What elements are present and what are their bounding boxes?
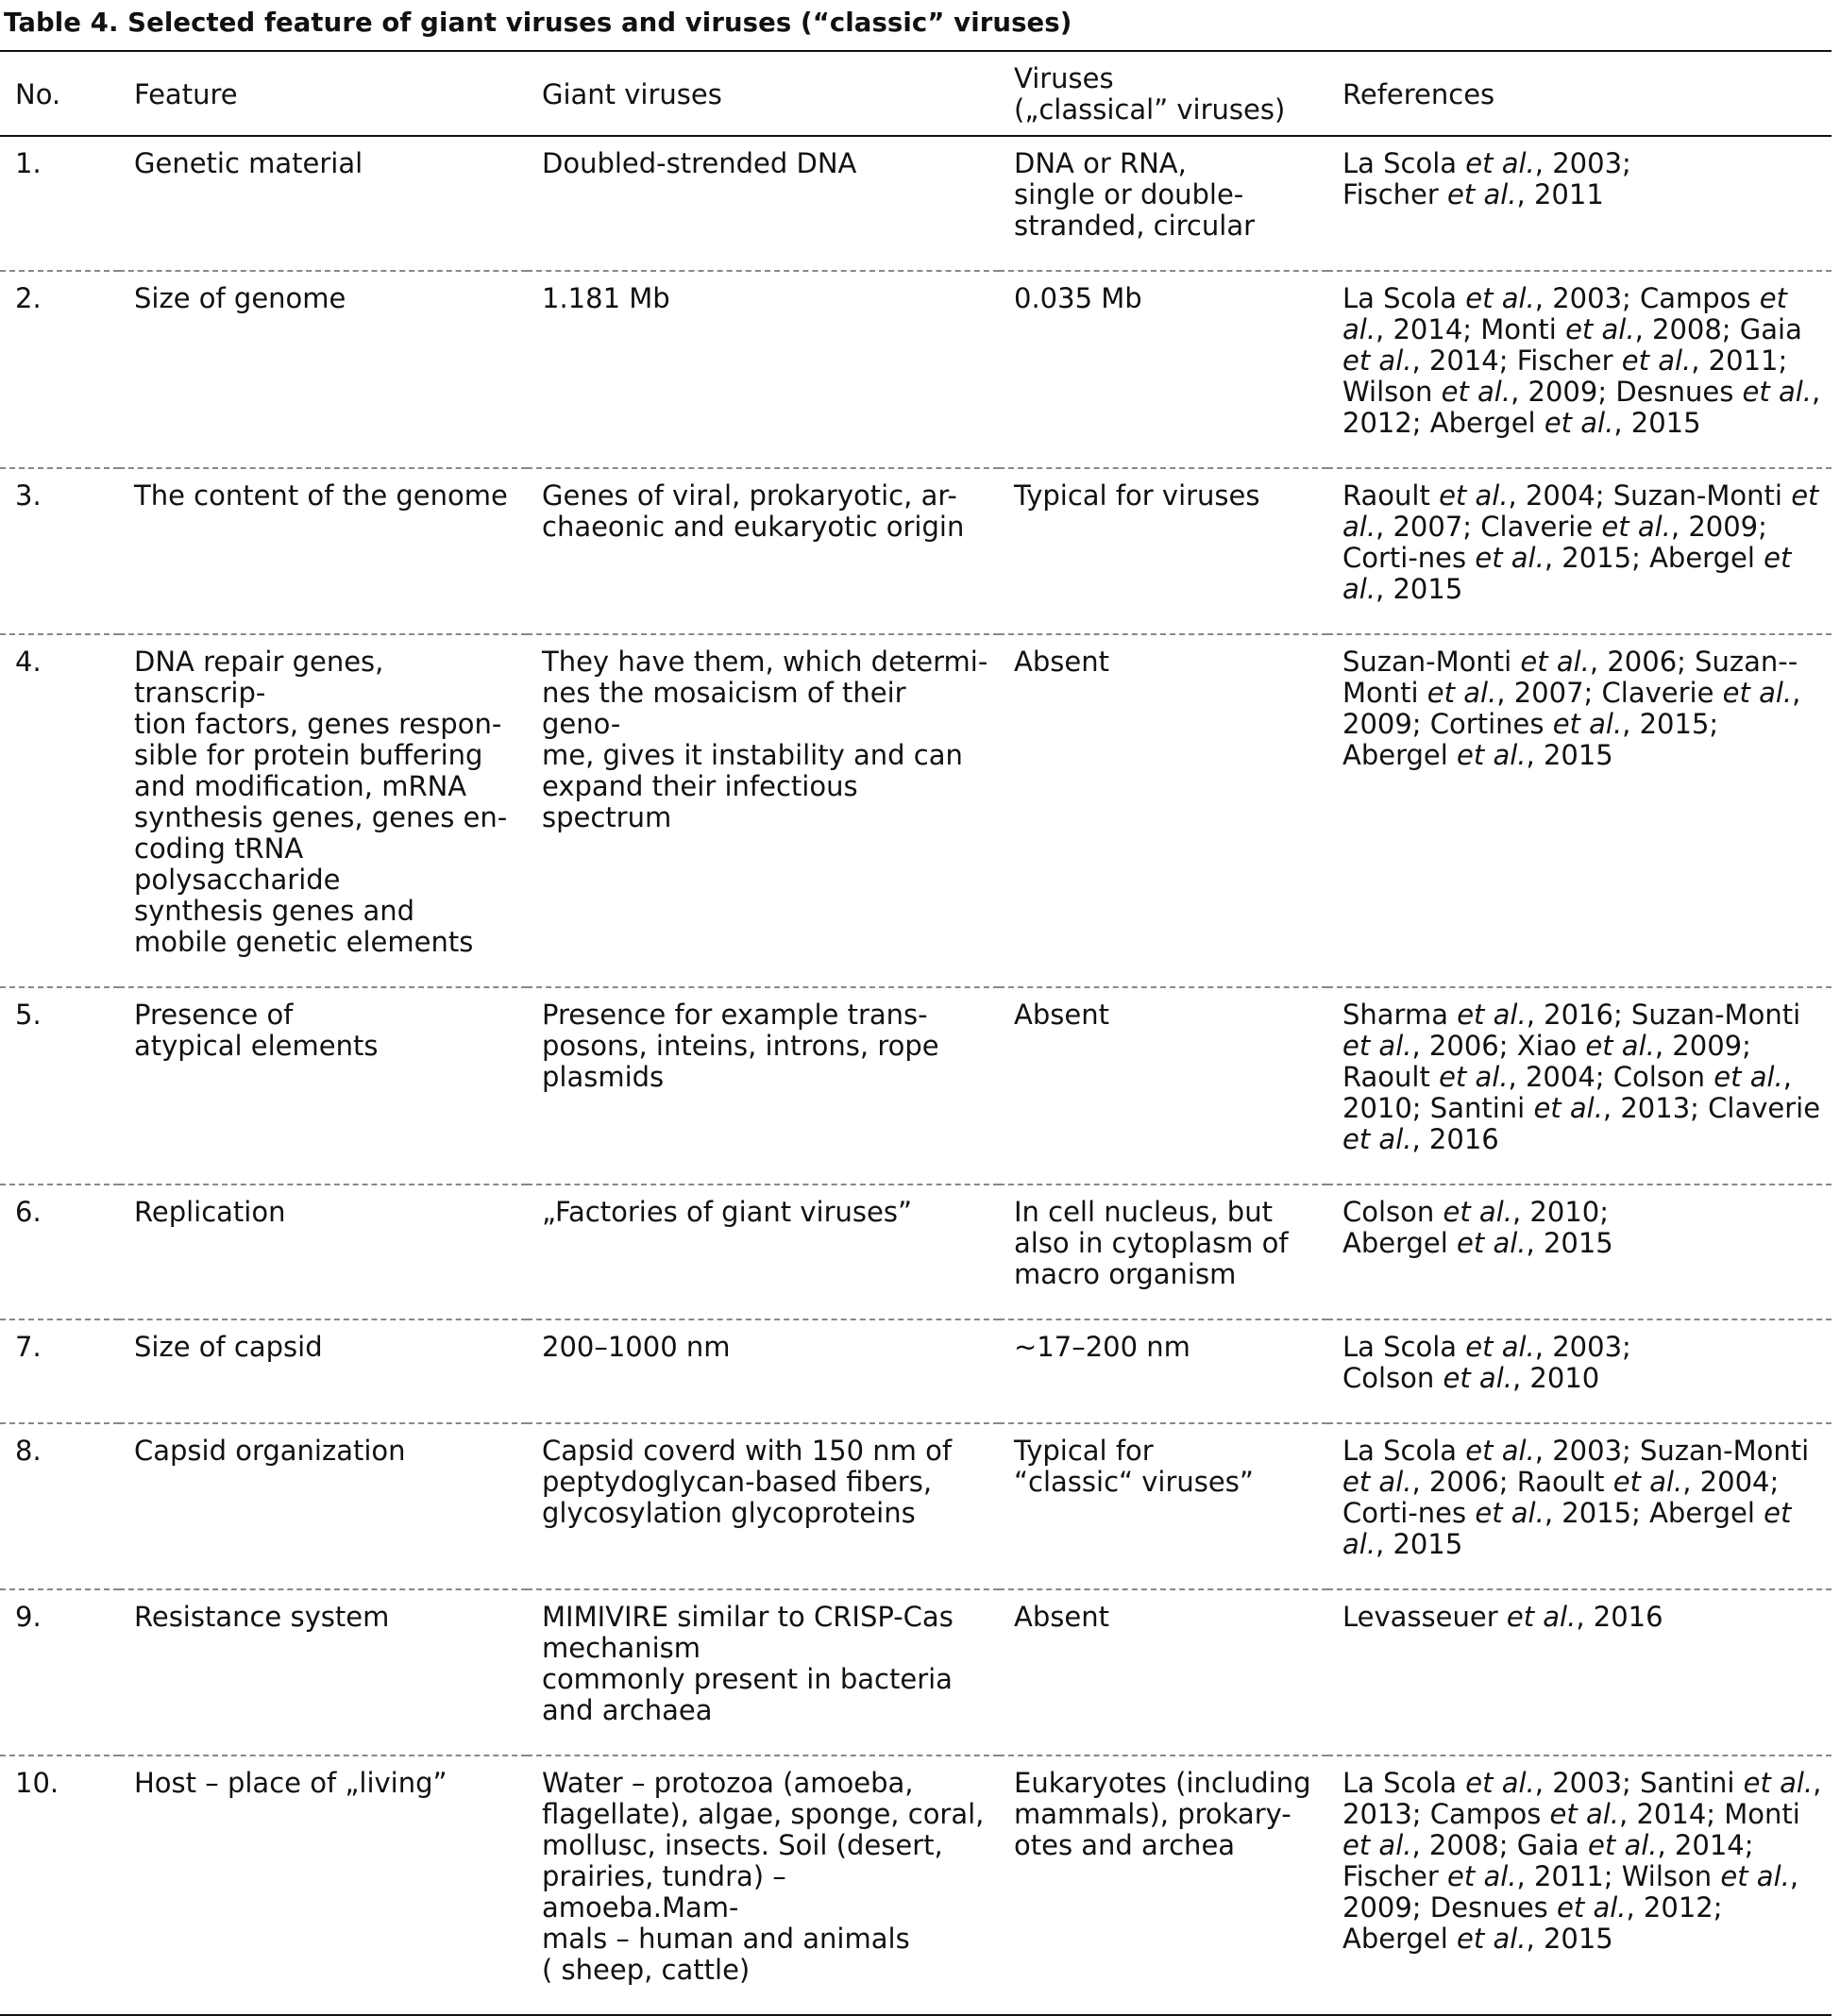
- table-row: [0, 1184, 1832, 1319]
- table-caption: Table 4. Selected feature of giant viruses and viruses (“classic” viruses): [4, 8, 1072, 38]
- header-row: [0, 51, 1832, 136]
- cell-references: Sharma et al., 2016; Suzan-Monti et al., 2006; Xiao et al., 2009; Raoult et al., 2004; Colson et al., 2010; Santini et al., 2013; Claverie et al., 2016: [1342, 999, 1821, 1155]
- cell-classic-viruses: Absent: [1014, 646, 1109, 678]
- table-row: [0, 1756, 1832, 2015]
- cell-giant-viruses: 200–1000 nm: [542, 1331, 731, 1363]
- cell-references: La Scola et al., 2003; Fischer et al., 2011: [1342, 147, 1631, 210]
- cell-no: 4.: [15, 646, 42, 678]
- table-row: [0, 1319, 1832, 1423]
- cell-references: La Scola et al., 2003; Colson et al., 2010: [1342, 1331, 1631, 1394]
- header-classic-viruses: Viruses („classical” viruses): [1014, 62, 1286, 126]
- table-header: [0, 51, 1832, 136]
- table-row: [0, 1589, 1832, 1756]
- cell-no: 5.: [15, 999, 42, 1031]
- cell-feature: Size of genome: [134, 282, 346, 314]
- cell-references: Raoult et al., 2004; Suzan-Monti et al., 2007; Claverie et al., 2009; Corti-nes et al., 2015; Abergel et al., 2015: [1342, 479, 1819, 605]
- header-feature: Feature: [134, 77, 238, 110]
- cell-no: 7.: [15, 1331, 42, 1363]
- cell-no: 1.: [15, 147, 42, 179]
- cell-references: Suzan-Monti et al., 2006; Suzan--Monti et al., 2007; Claverie et al., 2009; Cortines et al., 2015; Abergel et al., 2015: [1342, 646, 1801, 771]
- cell-feature: Size of capsid: [134, 1331, 323, 1363]
- cell-classic-viruses: Absent: [1014, 999, 1109, 1031]
- cell-references: Levasseuer et al., 2016: [1342, 1601, 1663, 1633]
- cell-feature: Host – place of „living”: [134, 1767, 447, 1799]
- cell-feature: The content of the genome: [134, 479, 508, 512]
- cell-classic-viruses: DNA or RNA, single or double- stranded, circular: [1014, 147, 1256, 242]
- cell-references: Colson et al., 2010; Abergel et al., 2015: [1342, 1196, 1613, 1259]
- cell-references: La Scola et al., 2003; Suzan-Monti et al., 2006; Raoult et al., 2004; Corti-nes et al., 2015; Abergel et al., 2015: [1342, 1435, 1810, 1560]
- table-body: [0, 136, 1832, 2015]
- cell-no: 6.: [15, 1196, 42, 1228]
- cell-giant-viruses: Genes of viral, prokaryotic, ar- chaeonic and eukaryotic origin: [542, 479, 965, 543]
- cell-references: La Scola et al., 2003; Campos et al., 2014; Monti et al., 2008; Gaia et al., 2014; Fischer et al., 2011; Wilson et al., 2009; Desnues et al., 2012; Abergel et al., 2015: [1342, 282, 1821, 439]
- cell-no: 9.: [15, 1601, 42, 1633]
- cell-classic-viruses: Typical for viruses: [1014, 479, 1260, 512]
- cell-giant-viruses: They have them, which determi- nes the mosaicism of their geno- me, gives it instability and can expand their infectious spectrum: [542, 646, 988, 833]
- table-row: [0, 271, 1832, 468]
- cell-giant-viruses: Water – protozoa (amoeba, flagellate), algae, sponge, coral, mollusc, insects. Soil (desert, prairies, tundra) – amoeba.Mam- mals – human and animals ( sheep, cattle): [542, 1767, 985, 1986]
- cell-giant-viruses: „Factories of giant viruses”: [542, 1196, 912, 1228]
- table-row: [0, 987, 1832, 1184]
- cell-feature: Replication: [134, 1196, 286, 1228]
- cell-references: La Scola et al., 2003; Santini et al., 2013; Campos et al., 2014; Monti et al., 2008; Gaia et al., 2014; Fischer et al., 2011; Wilson et al., 2009; Desnues et al., 2012; Abergel et al., 2015: [1342, 1767, 1822, 1955]
- cell-giant-viruses: MIMIVIRE similar to CRISP-Cas mechanism commonly present in bacteria and archaea: [542, 1601, 954, 1726]
- header-giant-viruses: Giant viruses: [542, 77, 722, 110]
- cell-classic-viruses: In cell nucleus, but also in cytoplasm of macro organism: [1014, 1196, 1289, 1290]
- cell-giant-viruses: Doubled-strended DNA: [542, 147, 857, 179]
- cell-feature: Capsid organization: [134, 1435, 406, 1467]
- table-row: [0, 1423, 1832, 1589]
- table-row: [0, 136, 1832, 271]
- table-row: [0, 634, 1832, 987]
- header-references: References: [1342, 77, 1495, 110]
- cell-no: 10.: [15, 1767, 59, 1799]
- cell-classic-viruses: 0.035 Mb: [1014, 282, 1142, 314]
- cell-feature: Genetic material: [134, 147, 363, 179]
- cell-classic-viruses: ~17–200 nm: [1014, 1331, 1190, 1363]
- cell-no: 3.: [15, 479, 42, 512]
- cell-feature: Resistance system: [134, 1601, 390, 1633]
- cell-giant-viruses: Capsid coverd with 150 nm of peptydoglycan-based fibers, glycosylation glycoproteins: [542, 1435, 953, 1529]
- features-table: [0, 50, 1832, 2016]
- table-row: [0, 468, 1832, 634]
- cell-classic-viruses: Eukaryotes (including mammals), prokary- otes and archea: [1014, 1767, 1311, 1861]
- cell-classic-viruses: Absent: [1014, 1601, 1109, 1633]
- cell-feature: DNA repair genes, transcrip- tion factors, genes respon- sible for protein buffering and modification, mRNA synthesis genes, genes en- coding tRNA polysaccharide synthesis genes and mobile genetic elements: [134, 646, 508, 958]
- cell-giant-viruses: Presence for example trans- posons, inteins, introns, rope plasmids: [542, 999, 939, 1093]
- cell-feature: Presence of atypical elements: [134, 999, 379, 1062]
- cell-no: 2.: [15, 282, 42, 314]
- cell-giant-viruses: 1.181 Mb: [542, 282, 670, 314]
- cell-no: 8.: [15, 1435, 42, 1467]
- header-no: No.: [15, 77, 61, 110]
- cell-classic-viruses: Typical for “classic“ viruses”: [1014, 1435, 1254, 1498]
